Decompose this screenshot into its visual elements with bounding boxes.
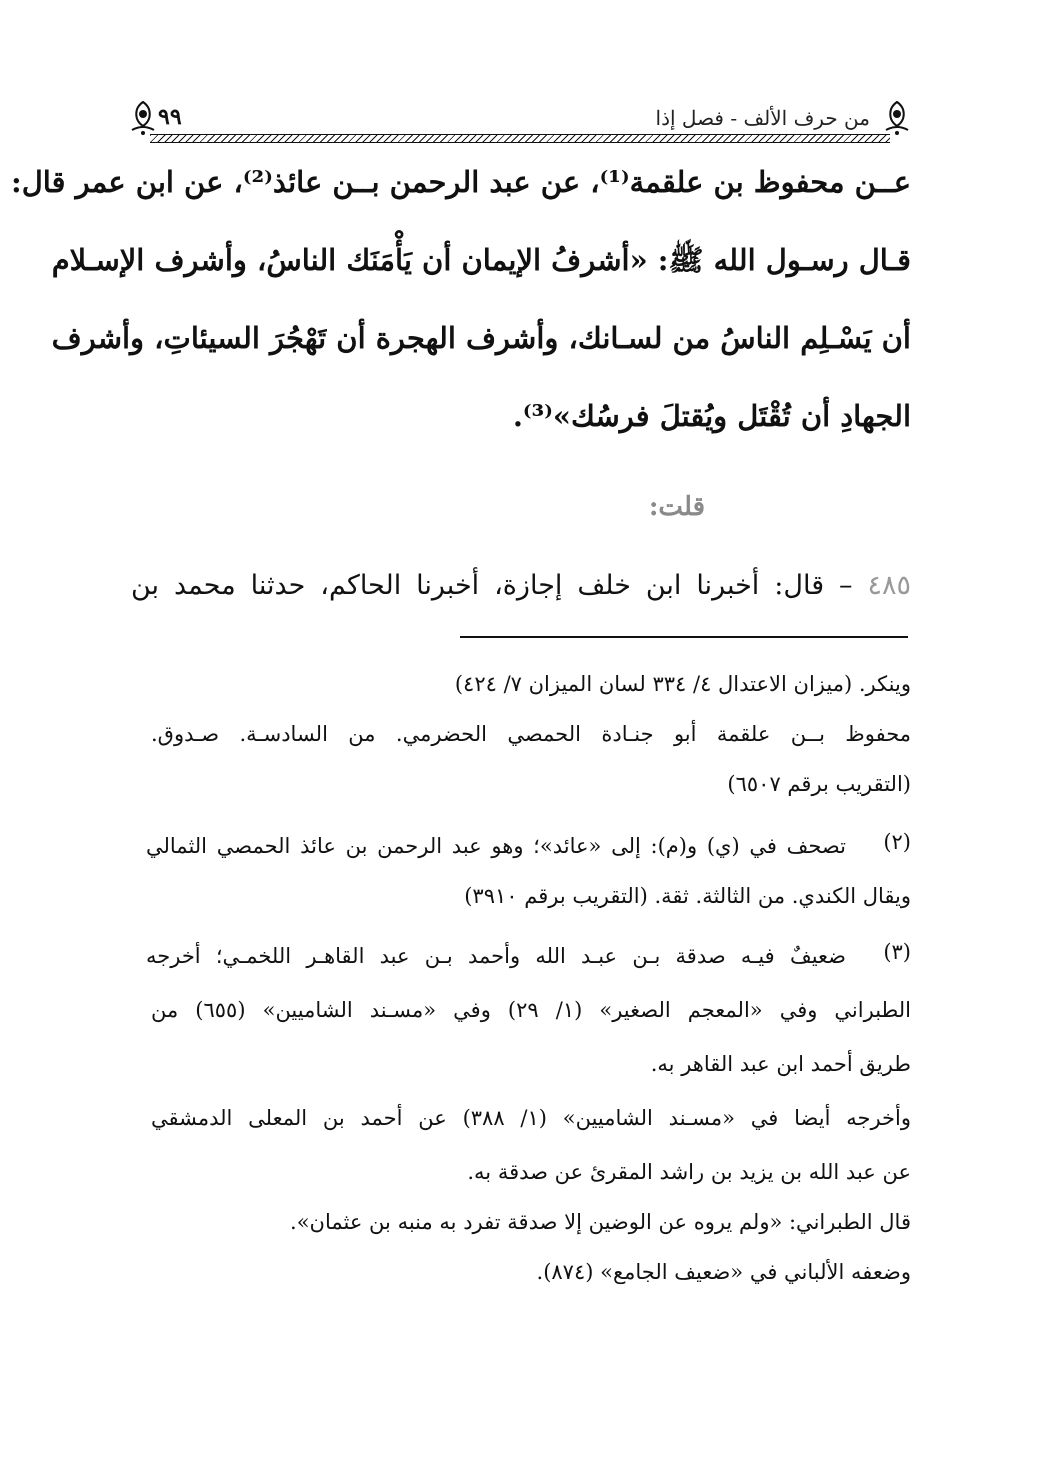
footnote-3-line-7: وضعفه الألباني في «ضعيف الجامع» (٨٧٤). [536, 1260, 911, 1284]
footnote-cont-line-1: وينكر. (ميزان الاعتدال ٤/ ٣٣٤ لسان الميزان ٧/ ٤٢٤) [454, 672, 911, 696]
main-text-line-2: قـال رسـول الله ﷺ: «أشرفُ الإيمان أن يَأْمَنَك الناسُ، وأشرف الإسـلام [51, 243, 911, 277]
footnote-2-line-1: تصحف في (ي) و(م): إلى «عائد»؛ وهو عبد الرحمن بن عائذ الحمصي الثمالي [146, 834, 846, 858]
footnote-3-number: (٣) [883, 940, 911, 964]
footnote-3-line-6: قال الطبراني: «ولم يروه عن الوضين إلا صدقة تفرد به منبه بن عثمان». [290, 1210, 911, 1234]
hadith-line [131, 566, 911, 606]
footnote-3-line-4: وأخرجه أيضا في «مسـند الشاميين» (١/ ٣٨٨) عن أحمد بن المعلى الدمشقي [151, 1106, 911, 1130]
header-title: من حرف الألف - فصل إذا [655, 106, 870, 130]
footnote-separator [460, 636, 908, 638]
header-ornament-right-icon [882, 100, 912, 136]
footnote-3-line-1: ضعيفٌ فيـه صدقة بـن عبـد الله وأحمد بـن عبد القاهـر اللخمـي؛ أخرجه [146, 944, 846, 968]
footnote-3-line-5: عن عبد الله بن يزيد بن راشد المقرئ عن صدقة به. [467, 1160, 911, 1184]
footnote-3-line-2: الطبراني وفي «المعجم الصغير» (١/ ٢٩) وفي «مسـند الشاميين» (٦٥٥) من [151, 998, 911, 1022]
main-text-line-1: عــن محفوظ بن علقمة⁽¹⁾، عن عبد الرحمن بــن عائذ⁽²⁾، عن ابن عمر قال: [11, 165, 911, 199]
running-header [128, 98, 912, 148]
footnote-2-line-2: ويقال الكندي. من الثالثة. ثقة. (التقريب برقم ٣٩١٠) [464, 884, 911, 908]
hadith-number: ٤٨٥ [867, 570, 911, 601]
header-ornament-left-icon [128, 100, 158, 136]
header-rule [150, 134, 890, 143]
page-number: ٩٩ [158, 104, 182, 130]
main-text-line-4: الجهادِ أن تُقْتَل ويُقتلَ فرسُك»⁽³⁾. [512, 399, 911, 433]
footnote-cont-line-3: (التقريب برقم ٦٥٠٧) [727, 772, 911, 796]
footnote-3-line-3: طريق أحمد ابن عبد القاهر به. [650, 1052, 911, 1076]
footnote-cont-line-2: محفوظ بــن علقمة أبو جنـادة الحمصي الحضرمي. من السادسـة. صـدوق. [151, 722, 911, 746]
main-text-line-3: أن يَسْـلِم الناسُ من لسـانك، وأشرف الهجرة أن تَهْجُرَ السيئاتِ، وأشرف [51, 321, 911, 355]
qult-heading: قلت: [648, 492, 705, 522]
hadith-text: – قال: أخبرنا ابن خلف إجازة، أخبرنا الحاكم، حدثنا محمد بن [131, 570, 853, 601]
footnote-2-number: (٢) [883, 830, 911, 854]
